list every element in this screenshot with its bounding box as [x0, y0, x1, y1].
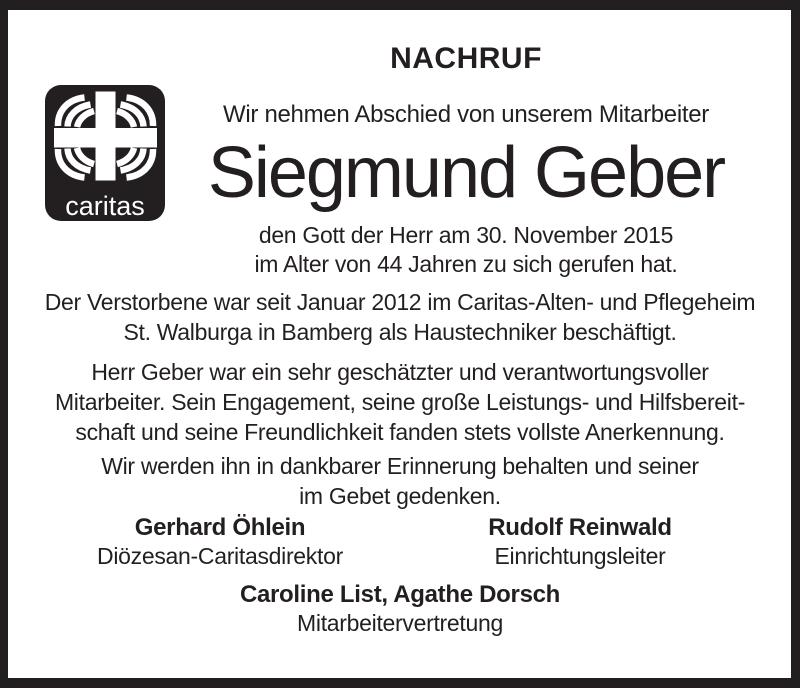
- representation-role: Mitarbeitervertretung: [297, 610, 503, 636]
- body-line: St. Walburga in Bamberg als Haustechniker beschäftigt.: [123, 319, 677, 345]
- caritas-wordmark: caritas: [65, 191, 145, 221]
- paragraph-appreciation: [20, 357, 780, 447]
- passing-line: im Alter von 44 Jahren zu sich gerufen hat.: [254, 251, 678, 277]
- deceased-name: Siegmund Geber: [207, 133, 725, 213]
- body-line: Der Verstorbene war seit Januar 2012 im Caritas-Alten- und Pflegeheim: [44, 289, 756, 315]
- body-line: Herr Geber war ein sehr geschätzter und verantwortungsvoller: [91, 359, 709, 385]
- signature-right: [400, 514, 760, 570]
- passing-line: den Gott der Herr am 30. November 2015: [258, 222, 674, 248]
- representation-block: [20, 581, 780, 637]
- paragraph-remembrance: [20, 451, 780, 511]
- notice-header: [140, 44, 792, 279]
- body-line: Wir werden ihn in dankbarer Erinnerung behalten und seiner: [101, 453, 699, 479]
- passing-statement: [140, 221, 792, 279]
- notice-body: [20, 287, 780, 521]
- body-line: im Gebet gedenken.: [299, 483, 501, 509]
- body-line: Mitarbeiter. Sein Engagement, seine große Leistungs- und Hilfsbereit-: [54, 389, 746, 415]
- signature-left: [40, 514, 400, 570]
- paragraph-employment: [20, 287, 780, 347]
- signature-role: Diözesan-Caritasdirektor: [97, 543, 343, 569]
- intro-line: Wir nehmen Abschied von unserem Mitarbeiter: [223, 101, 709, 128]
- signature-name: Gerhard Öhlein: [134, 514, 306, 541]
- body-line: schaft und seine Freundlichkeit fanden stets vollste Anerkennung.: [75, 419, 725, 445]
- signature-role: Einrichtungsleiter: [494, 543, 666, 569]
- signatures-row: [40, 514, 760, 570]
- nachruf-kicker: NACHRUF: [390, 42, 542, 75]
- representation-names: Caroline List, Agathe Dorsch: [239, 581, 561, 608]
- signature-name: Rudolf Reinwald: [488, 514, 672, 541]
